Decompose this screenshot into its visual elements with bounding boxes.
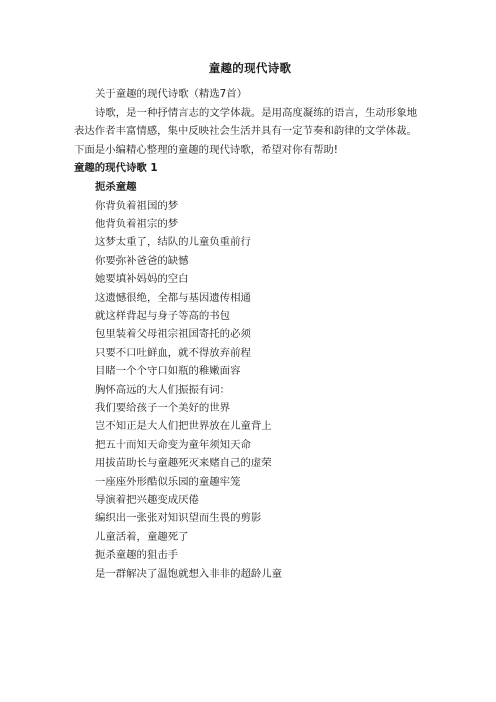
poem-line: 只要不口吐鲜血，就不得放弃前程 <box>95 346 251 359</box>
poem-line: 她要填补妈妈的空白 <box>95 273 189 286</box>
poem-line: 他背负着祖宗的梦 <box>95 217 179 230</box>
poem-line: 岂不知正是大人们把世界放在儿童背上 <box>95 420 272 433</box>
poem-line: 包里装着父母祖宗祖国寄托的必须 <box>95 328 251 341</box>
poem-line: 你要弥补爸爸的缺憾 <box>95 254 189 267</box>
poem-title: 扼杀童趣 <box>95 180 137 193</box>
poem-line: 我们要给孩子一个美好的世界 <box>95 402 231 415</box>
poem-line: 目睹一个个守口如瓶的稚嫩面容 <box>95 365 241 378</box>
poem-line: 编织出一张张对知识望而生畏的剪影 <box>95 512 262 525</box>
poem-line: 你背负着祖国的梦 <box>95 199 179 212</box>
poem-line: 这遗憾很绝，全都与基因遗传相通 <box>95 291 251 304</box>
section-heading: 童趣的现代诗歌 1 <box>74 162 158 175</box>
poem-body <box>74 197 426 584</box>
poem-line: 把五十而知天命变为童年须知天命 <box>95 438 251 451</box>
poem-line: 就这样背起与身子等高的书包 <box>95 310 231 322</box>
poem-line: 是一群解决了温饱就想入非非的超龄儿童 <box>95 567 283 580</box>
poem-line: 一座座外形酷似乐园的童趣牢笼 <box>95 475 241 488</box>
poem-line: 胸怀高远的大人们振振有词： <box>95 383 231 396</box>
poem-line: 扼杀童趣的狙击手 <box>95 549 179 562</box>
document-subtitle: 关于童趣的现代诗歌（精选7首） <box>95 88 248 100</box>
document-title: 童趣的现代诗歌 <box>208 61 292 75</box>
poem-line: 导演着把兴趣变成厌倦 <box>95 494 199 507</box>
poem-line: 儿童活着，童趣死了 <box>95 530 189 543</box>
poem-line: 用拔苗助长与童趣死灭来赌自己的虚荣 <box>95 457 272 470</box>
intro-paragraph: 诗歌，是一种抒情言志的文学体裁。是用高度凝练的语言，生动形象地表达作者丰富情感，集中反映社会生活并具有一定节奏和韵律的文学体裁。下面是小编精心整理的童趣的现代诗歌，希望对你有帮助! <box>74 106 418 156</box>
poem-line: 这梦太重了，结队的儿童负重前行 <box>95 236 251 249</box>
